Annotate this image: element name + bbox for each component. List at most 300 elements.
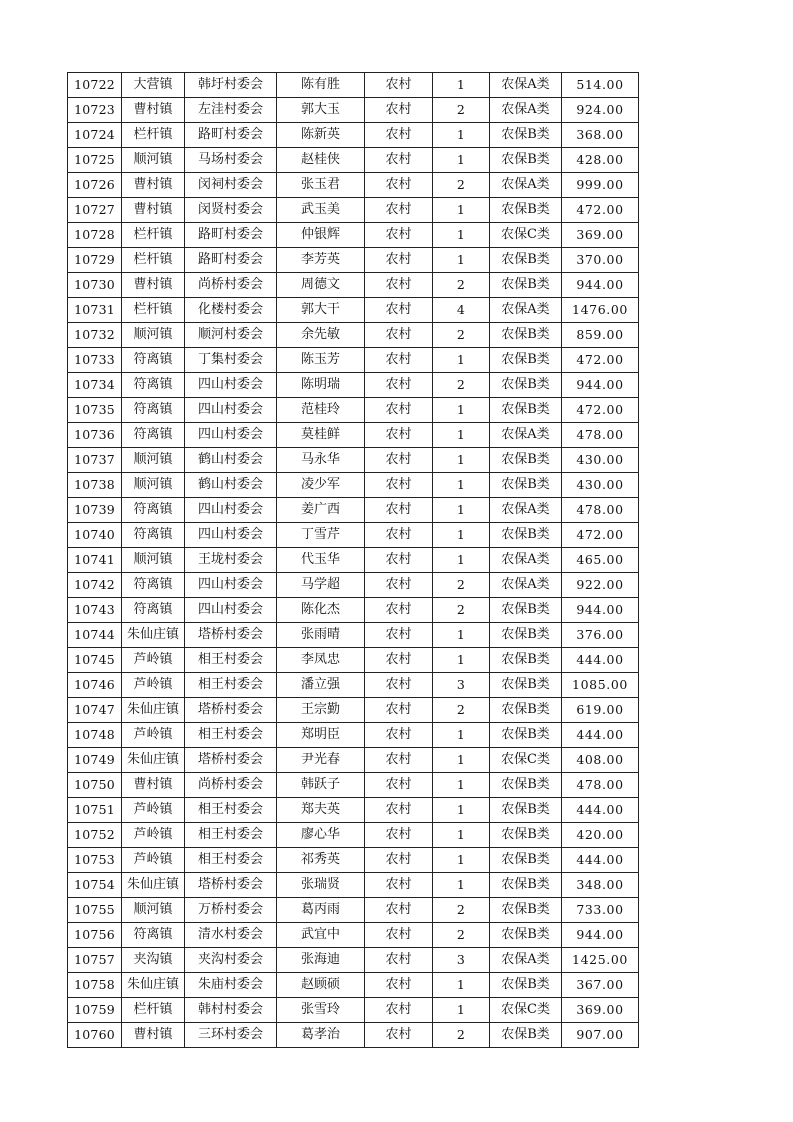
- household-count-cell: 2: [433, 598, 490, 623]
- record-id-cell: 10730: [68, 273, 122, 298]
- area-type-cell: 农村: [365, 798, 433, 823]
- town-cell: 顺河镇: [122, 148, 185, 173]
- household-count-cell: 2: [433, 1023, 490, 1048]
- village-committee-cell: 塔桥村委会: [185, 873, 277, 898]
- village-committee-cell: 闵祠村委会: [185, 173, 277, 198]
- name-cell: 李凤忠: [277, 648, 365, 673]
- household-count-cell: 1: [433, 873, 490, 898]
- town-cell: 芦岭镇: [122, 823, 185, 848]
- name-cell: 廖心华: [277, 823, 365, 848]
- record-id-cell: 10742: [68, 573, 122, 598]
- table-row: [68, 1023, 639, 1048]
- area-type-cell: 农村: [365, 148, 433, 173]
- name-cell: 武玉美: [277, 198, 365, 223]
- insurance-category-cell: 农保A类: [490, 548, 562, 573]
- table-row: [68, 548, 639, 573]
- insurance-category-cell: 农保B类: [490, 598, 562, 623]
- village-committee-cell: 路町村委会: [185, 223, 277, 248]
- household-count-cell: 1: [433, 748, 490, 773]
- town-cell: 曹村镇: [122, 273, 185, 298]
- name-cell: 王宗勤: [277, 698, 365, 723]
- record-id-cell: 10741: [68, 548, 122, 573]
- amount-cell: 420.00: [562, 823, 639, 848]
- area-type-cell: 农村: [365, 198, 433, 223]
- village-committee-cell: 四山村委会: [185, 498, 277, 523]
- household-count-cell: 1: [433, 823, 490, 848]
- record-id-cell: 10759: [68, 998, 122, 1023]
- name-cell: 赵桂侠: [277, 148, 365, 173]
- insurance-category-cell: 农保B类: [490, 373, 562, 398]
- name-cell: 丁雪芹: [277, 523, 365, 548]
- table-row: [68, 673, 639, 698]
- household-count-cell: 1: [433, 398, 490, 423]
- name-cell: 潘立强: [277, 673, 365, 698]
- household-count-cell: 2: [433, 323, 490, 348]
- amount-cell: 368.00: [562, 123, 639, 148]
- village-committee-cell: 左洼村委会: [185, 98, 277, 123]
- name-cell: 张雪玲: [277, 998, 365, 1023]
- name-cell: 马学超: [277, 573, 365, 598]
- town-cell: 符离镇: [122, 423, 185, 448]
- household-count-cell: 2: [433, 173, 490, 198]
- town-cell: 芦岭镇: [122, 798, 185, 823]
- area-type-cell: 农村: [365, 423, 433, 448]
- insurance-category-cell: 农保A类: [490, 298, 562, 323]
- amount-cell: 924.00: [562, 98, 639, 123]
- village-committee-cell: 塔桥村委会: [185, 698, 277, 723]
- amount-cell: 444.00: [562, 648, 639, 673]
- amount-cell: 478.00: [562, 773, 639, 798]
- household-count-cell: 1: [433, 448, 490, 473]
- town-cell: 栏杆镇: [122, 123, 185, 148]
- insurance-category-cell: 农保A类: [490, 498, 562, 523]
- household-count-cell: 1: [433, 998, 490, 1023]
- record-id-cell: 10760: [68, 1023, 122, 1048]
- town-cell: 栏杆镇: [122, 248, 185, 273]
- town-cell: 顺河镇: [122, 448, 185, 473]
- village-committee-cell: 四山村委会: [185, 423, 277, 448]
- town-cell: 大营镇: [122, 73, 185, 98]
- record-id-cell: 10735: [68, 398, 122, 423]
- household-count-cell: 1: [433, 523, 490, 548]
- name-cell: 赵顾硕: [277, 973, 365, 998]
- table-row: [68, 798, 639, 823]
- area-type-cell: 农村: [365, 648, 433, 673]
- household-count-cell: 2: [433, 698, 490, 723]
- record-id-cell: 10743: [68, 598, 122, 623]
- record-id-cell: 10744: [68, 623, 122, 648]
- name-cell: 祁秀英: [277, 848, 365, 873]
- insurance-category-cell: 农保B类: [490, 348, 562, 373]
- household-count-cell: 1: [433, 248, 490, 273]
- table-row: [68, 423, 639, 448]
- name-cell: 郭大干: [277, 298, 365, 323]
- insurance-category-cell: 农保B类: [490, 323, 562, 348]
- record-id-cell: 10736: [68, 423, 122, 448]
- name-cell: 余先敏: [277, 323, 365, 348]
- village-committee-cell: 路町村委会: [185, 248, 277, 273]
- town-cell: 曹村镇: [122, 98, 185, 123]
- name-cell: 郑明臣: [277, 723, 365, 748]
- table-row: [68, 648, 639, 673]
- town-cell: 符离镇: [122, 348, 185, 373]
- record-id-cell: 10727: [68, 198, 122, 223]
- village-committee-cell: 路町村委会: [185, 123, 277, 148]
- town-cell: 符离镇: [122, 398, 185, 423]
- town-cell: 朱仙庄镇: [122, 698, 185, 723]
- village-committee-cell: 闵贤村委会: [185, 198, 277, 223]
- table-row: [68, 148, 639, 173]
- name-cell: 陈明瑞: [277, 373, 365, 398]
- insurance-category-cell: 农保B类: [490, 448, 562, 473]
- table-row: [68, 573, 639, 598]
- household-count-cell: 1: [433, 73, 490, 98]
- insurance-category-cell: 农保B类: [490, 398, 562, 423]
- record-id-cell: 10729: [68, 248, 122, 273]
- insurance-category-cell: 农保C类: [490, 748, 562, 773]
- area-type-cell: 农村: [365, 348, 433, 373]
- amount-cell: 408.00: [562, 748, 639, 773]
- household-count-cell: 2: [433, 273, 490, 298]
- village-committee-cell: 万桥村委会: [185, 898, 277, 923]
- insurance-category-cell: 农保B类: [490, 923, 562, 948]
- amount-cell: 430.00: [562, 473, 639, 498]
- area-type-cell: 农村: [365, 98, 433, 123]
- area-type-cell: 农村: [365, 373, 433, 398]
- name-cell: 韩跃子: [277, 773, 365, 798]
- record-id-cell: 10724: [68, 123, 122, 148]
- amount-cell: 370.00: [562, 248, 639, 273]
- village-committee-cell: 相王村委会: [185, 723, 277, 748]
- record-id-cell: 10723: [68, 98, 122, 123]
- amount-cell: 472.00: [562, 348, 639, 373]
- record-id-cell: 10757: [68, 948, 122, 973]
- amount-cell: 922.00: [562, 573, 639, 598]
- record-id-cell: 10732: [68, 323, 122, 348]
- insurance-category-cell: 农保B类: [490, 473, 562, 498]
- area-type-cell: 农村: [365, 848, 433, 873]
- village-committee-cell: 鹤山村委会: [185, 448, 277, 473]
- insurance-category-cell: 农保B类: [490, 123, 562, 148]
- insurance-category-cell: 农保B类: [490, 823, 562, 848]
- name-cell: 张玉君: [277, 173, 365, 198]
- record-id-cell: 10747: [68, 698, 122, 723]
- insurance-category-cell: 农保B类: [490, 898, 562, 923]
- town-cell: 符离镇: [122, 573, 185, 598]
- insurance-category-cell: 农保B类: [490, 248, 562, 273]
- household-count-cell: 1: [433, 648, 490, 673]
- town-cell: 芦岭镇: [122, 648, 185, 673]
- area-type-cell: 农村: [365, 773, 433, 798]
- table-row: [68, 823, 639, 848]
- village-committee-cell: 四山村委会: [185, 598, 277, 623]
- record-id-cell: 10751: [68, 798, 122, 823]
- household-count-cell: 1: [433, 473, 490, 498]
- table-row: [68, 473, 639, 498]
- name-cell: 莫桂鲜: [277, 423, 365, 448]
- household-count-cell: 1: [433, 973, 490, 998]
- record-id-cell: 10758: [68, 973, 122, 998]
- amount-cell: 444.00: [562, 798, 639, 823]
- table-row: [68, 498, 639, 523]
- area-type-cell: 农村: [365, 698, 433, 723]
- area-type-cell: 农村: [365, 248, 433, 273]
- area-type-cell: 农村: [365, 873, 433, 898]
- name-cell: 周德文: [277, 273, 365, 298]
- household-count-cell: 1: [433, 198, 490, 223]
- area-type-cell: 农村: [365, 448, 433, 473]
- table-row: [68, 298, 639, 323]
- household-count-cell: 2: [433, 923, 490, 948]
- town-cell: 朱仙庄镇: [122, 748, 185, 773]
- amount-cell: 472.00: [562, 198, 639, 223]
- insurance-category-cell: 农保B类: [490, 773, 562, 798]
- amount-cell: 367.00: [562, 973, 639, 998]
- amount-cell: 472.00: [562, 523, 639, 548]
- area-type-cell: 农村: [365, 748, 433, 773]
- insurance-category-cell: 农保B类: [490, 523, 562, 548]
- town-cell: 顺河镇: [122, 898, 185, 923]
- town-cell: 芦岭镇: [122, 673, 185, 698]
- table-row: [68, 273, 639, 298]
- town-cell: 朱仙庄镇: [122, 623, 185, 648]
- amount-cell: 369.00: [562, 223, 639, 248]
- town-cell: 栏杆镇: [122, 998, 185, 1023]
- record-id-cell: 10750: [68, 773, 122, 798]
- name-cell: 张海迪: [277, 948, 365, 973]
- amount-cell: 619.00: [562, 698, 639, 723]
- table-row: [68, 123, 639, 148]
- area-type-cell: 农村: [365, 623, 433, 648]
- area-type-cell: 农村: [365, 898, 433, 923]
- record-id-cell: 10733: [68, 348, 122, 373]
- name-cell: 郑夫英: [277, 798, 365, 823]
- amount-cell: 1476.00: [562, 298, 639, 323]
- area-type-cell: 农村: [365, 473, 433, 498]
- area-type-cell: 农村: [365, 73, 433, 98]
- amount-cell: 733.00: [562, 898, 639, 923]
- village-committee-cell: 四山村委会: [185, 373, 277, 398]
- village-committee-cell: 韩村村委会: [185, 998, 277, 1023]
- table-row: [68, 623, 639, 648]
- town-cell: 芦岭镇: [122, 723, 185, 748]
- table-row: [68, 773, 639, 798]
- area-type-cell: 农村: [365, 323, 433, 348]
- amount-cell: 944.00: [562, 273, 639, 298]
- table-row: [68, 198, 639, 223]
- household-count-cell: 3: [433, 948, 490, 973]
- name-cell: 李芳英: [277, 248, 365, 273]
- village-committee-cell: 四山村委会: [185, 523, 277, 548]
- village-committee-cell: 鹤山村委会: [185, 473, 277, 498]
- household-count-cell: 1: [433, 548, 490, 573]
- town-cell: 符离镇: [122, 923, 185, 948]
- amount-cell: 428.00: [562, 148, 639, 173]
- records-table: [67, 72, 639, 1048]
- household-count-cell: 1: [433, 348, 490, 373]
- record-id-cell: 10725: [68, 148, 122, 173]
- record-id-cell: 10752: [68, 823, 122, 848]
- area-type-cell: 农村: [365, 498, 433, 523]
- table-row: [68, 848, 639, 873]
- insurance-category-cell: 农保B类: [490, 1023, 562, 1048]
- village-committee-cell: 四山村委会: [185, 398, 277, 423]
- household-count-cell: 1: [433, 498, 490, 523]
- household-count-cell: 3: [433, 673, 490, 698]
- area-type-cell: 农村: [365, 948, 433, 973]
- table-row: [68, 223, 639, 248]
- table-row: [68, 323, 639, 348]
- amount-cell: 944.00: [562, 598, 639, 623]
- area-type-cell: 农村: [365, 523, 433, 548]
- table-row: [68, 373, 639, 398]
- name-cell: 尹光春: [277, 748, 365, 773]
- area-type-cell: 农村: [365, 998, 433, 1023]
- name-cell: 葛丙雨: [277, 898, 365, 923]
- area-type-cell: 农村: [365, 548, 433, 573]
- table-row: [68, 98, 639, 123]
- amount-cell: 1425.00: [562, 948, 639, 973]
- record-id-cell: 10728: [68, 223, 122, 248]
- record-id-cell: 10737: [68, 448, 122, 473]
- town-cell: 曹村镇: [122, 773, 185, 798]
- area-type-cell: 农村: [365, 573, 433, 598]
- area-type-cell: 农村: [365, 398, 433, 423]
- village-committee-cell: 韩圩村委会: [185, 73, 277, 98]
- name-cell: 陈新英: [277, 123, 365, 148]
- table-row: [68, 398, 639, 423]
- name-cell: 凌少军: [277, 473, 365, 498]
- insurance-category-cell: 农保B类: [490, 623, 562, 648]
- insurance-category-cell: 农保A类: [490, 423, 562, 448]
- town-cell: 朱仙庄镇: [122, 873, 185, 898]
- household-count-cell: 2: [433, 898, 490, 923]
- record-id-cell: 10749: [68, 748, 122, 773]
- name-cell: 马永华: [277, 448, 365, 473]
- insurance-category-cell: 农保B类: [490, 198, 562, 223]
- area-type-cell: 农村: [365, 173, 433, 198]
- area-type-cell: 农村: [365, 973, 433, 998]
- table-row: [68, 948, 639, 973]
- insurance-category-cell: 农保B类: [490, 723, 562, 748]
- insurance-category-cell: 农保B类: [490, 798, 562, 823]
- table-row: [68, 598, 639, 623]
- amount-cell: 348.00: [562, 873, 639, 898]
- amount-cell: 514.00: [562, 73, 639, 98]
- amount-cell: 444.00: [562, 848, 639, 873]
- area-type-cell: 农村: [365, 723, 433, 748]
- area-type-cell: 农村: [365, 823, 433, 848]
- village-committee-cell: 夹沟村委会: [185, 948, 277, 973]
- insurance-category-cell: 农保A类: [490, 73, 562, 98]
- record-id-cell: 10745: [68, 648, 122, 673]
- insurance-category-cell: 农保A类: [490, 173, 562, 198]
- town-cell: 曹村镇: [122, 173, 185, 198]
- record-id-cell: 10746: [68, 673, 122, 698]
- amount-cell: 944.00: [562, 373, 639, 398]
- table-row: [68, 73, 639, 98]
- area-type-cell: 农村: [365, 273, 433, 298]
- name-cell: 郭大玉: [277, 98, 365, 123]
- amount-cell: 369.00: [562, 998, 639, 1023]
- village-committee-cell: 四山村委会: [185, 573, 277, 598]
- village-committee-cell: 塔桥村委会: [185, 623, 277, 648]
- town-cell: 栏杆镇: [122, 298, 185, 323]
- village-committee-cell: 尚桥村委会: [185, 273, 277, 298]
- name-cell: 陈化杰: [277, 598, 365, 623]
- area-type-cell: 农村: [365, 923, 433, 948]
- table-row: [68, 523, 639, 548]
- town-cell: 朱仙庄镇: [122, 973, 185, 998]
- town-cell: 夹沟镇: [122, 948, 185, 973]
- area-type-cell: 农村: [365, 1023, 433, 1048]
- insurance-category-cell: 农保B类: [490, 148, 562, 173]
- village-committee-cell: 相王村委会: [185, 798, 277, 823]
- insurance-category-cell: 农保B类: [490, 973, 562, 998]
- household-count-cell: 1: [433, 773, 490, 798]
- village-committee-cell: 王垅村委会: [185, 548, 277, 573]
- name-cell: 武宜中: [277, 923, 365, 948]
- town-cell: 曹村镇: [122, 198, 185, 223]
- household-count-cell: 1: [433, 623, 490, 648]
- village-committee-cell: 清水村委会: [185, 923, 277, 948]
- amount-cell: 478.00: [562, 423, 639, 448]
- area-type-cell: 农村: [365, 673, 433, 698]
- household-count-cell: 1: [433, 423, 490, 448]
- table-row: [68, 998, 639, 1023]
- record-id-cell: 10753: [68, 848, 122, 873]
- household-count-cell: 1: [433, 798, 490, 823]
- name-cell: 姜广西: [277, 498, 365, 523]
- table-row: [68, 723, 639, 748]
- table-row: [68, 248, 639, 273]
- amount-cell: 944.00: [562, 923, 639, 948]
- record-id-cell: 10734: [68, 373, 122, 398]
- record-id-cell: 10722: [68, 73, 122, 98]
- record-id-cell: 10726: [68, 173, 122, 198]
- record-id-cell: 10748: [68, 723, 122, 748]
- insurance-category-cell: 农保B类: [490, 673, 562, 698]
- village-committee-cell: 三环村委会: [185, 1023, 277, 1048]
- table-row: [68, 898, 639, 923]
- village-committee-cell: 朱庙村委会: [185, 973, 277, 998]
- records-table-body: [68, 73, 639, 1048]
- amount-cell: 478.00: [562, 498, 639, 523]
- household-count-cell: 1: [433, 223, 490, 248]
- table-row: [68, 748, 639, 773]
- amount-cell: 376.00: [562, 623, 639, 648]
- amount-cell: 430.00: [562, 448, 639, 473]
- area-type-cell: 农村: [365, 298, 433, 323]
- table-row: [68, 923, 639, 948]
- amount-cell: 859.00: [562, 323, 639, 348]
- amount-cell: 907.00: [562, 1023, 639, 1048]
- record-id-cell: 10738: [68, 473, 122, 498]
- village-committee-cell: 马场村委会: [185, 148, 277, 173]
- record-id-cell: 10756: [68, 923, 122, 948]
- village-committee-cell: 相王村委会: [185, 823, 277, 848]
- insurance-category-cell: 农保A类: [490, 948, 562, 973]
- name-cell: 陈玉芳: [277, 348, 365, 373]
- village-committee-cell: 塔桥村委会: [185, 748, 277, 773]
- town-cell: 顺河镇: [122, 323, 185, 348]
- household-count-cell: 1: [433, 123, 490, 148]
- amount-cell: 444.00: [562, 723, 639, 748]
- table-row: [68, 348, 639, 373]
- town-cell: 芦岭镇: [122, 848, 185, 873]
- name-cell: 葛孝治: [277, 1023, 365, 1048]
- village-committee-cell: 尚桥村委会: [185, 773, 277, 798]
